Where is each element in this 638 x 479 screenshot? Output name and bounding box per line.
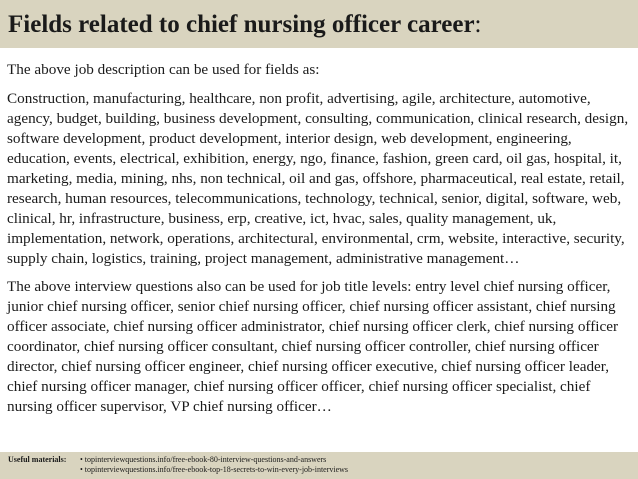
title-colon: : [474,11,482,38]
footer-link-ebook-18[interactable]: • topinterviewquestions.info/free-ebook-top-18-secrets-to-win-every-job-interviews [80,465,349,474]
title-text: Fields related to chief nursing officer career [8,11,475,38]
footer-link-ebook-80[interactable]: • topinterviewquestions.info/free-ebook-80-interview-questions-and-answers [80,455,327,464]
footer [0,452,638,479]
footer-row-2 [8,465,638,475]
title-bar [0,0,638,48]
intro-text: The above job description can be used for fields as: [7,61,320,78]
footer-label-spacer [8,465,72,475]
fields-paragraph: Construction, manufacturing, healthcare, non profit, advertising, agile, architecture, automotive, agency, budget, building, business development, consulting, communication, clinical research, design, software development, product development, interior design, web development, engineering, education, events, electrical, exhibition, energy, ngo, finance, fashion, green card, oil gas, hospital, it, marketing, media, mining, nhs, non technical, oil and gas, offshore, pharmaceutical, real estate, retail, research, human resources, telecommunications, technology, technical, senior, digital, software, web, clinical, hr, infrastructure, business, erp, creative, ict, hvac, sales, quality management, uk, implementation, network, operations, architectural, environmental, crm, website, interactive, security, supply chain, logistics, training, project management, administrative management… [7,90,629,267]
job-levels-paragraph: The above interview questions also can be used for job title levels: entry level chief nursing officer, junior chief nursing officer, senior chief nursing officer, chief nursing officer assistant, chief nursing officer associate, chief nursing officer administrator, chief nursing officer clerk, chief nursing officer coordinator, chief nursing officer consultant, chief nursing officer controller, chief nursing officer director, chief nursing officer engineer, chief nursing officer executive, chief nursing officer leader, chief nursing officer manager, chief nursing officer officer, chief nursing officer specialist, chief nursing officer supervisor, VP chief nursing officer… [7,278,619,415]
footer-row-1 [8,455,638,465]
page-title [8,10,638,40]
footer-label: Useful materials: [8,455,67,464]
slide-content [7,60,633,417]
footer-separator [72,465,80,475]
footer-separator [72,455,80,465]
